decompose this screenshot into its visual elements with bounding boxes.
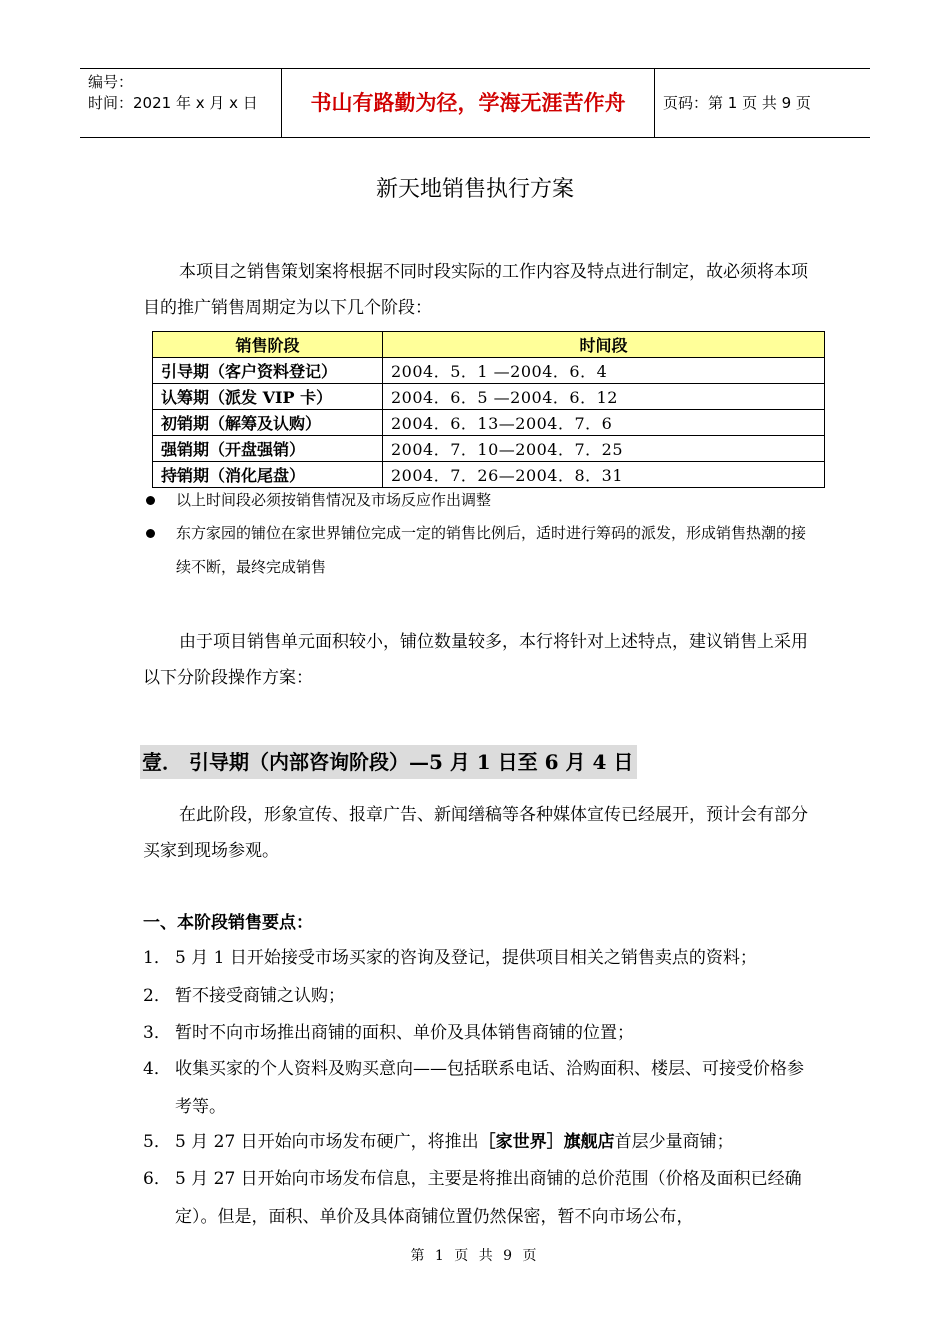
list-text: 暂时不向市场推出商铺的面积、单价及具体销售商铺的位置； bbox=[175, 1023, 634, 1043]
list-item bbox=[143, 977, 815, 1015]
subsection-heading: 一、本阶段销售要点： bbox=[143, 913, 313, 933]
header-meta bbox=[88, 72, 280, 114]
document-title: 新天地销售执行方案 bbox=[375, 177, 574, 202]
header-divider bbox=[654, 69, 655, 137]
approach-paragraph: 由于项目销售单元面积较小，铺位数量较多，本行将针对上述特点，建议销售上采用以下分阶段操作方案： bbox=[143, 632, 808, 688]
column-header-stage: 销售阶段 bbox=[153, 332, 383, 358]
list-number: 2． bbox=[143, 986, 171, 1006]
table-row bbox=[153, 410, 825, 436]
stage-cell: 强销期（开盘强销） bbox=[153, 436, 383, 462]
period-cell: 2004．7．10—2004．7．25 bbox=[383, 436, 825, 462]
list-text: 收集买家的个人资料及购买意向——包括联系电话、洽购面积、楼层、可接受价格参考等。 bbox=[175, 1059, 804, 1117]
list-text bbox=[175, 1123, 815, 1161]
list-text-pre: 5 月 27 日开始向市场发布硬广，将推出 bbox=[175, 1132, 479, 1152]
list-item bbox=[143, 1014, 815, 1052]
stage-cell: 认筹期（派发 VIP 卡） bbox=[153, 384, 383, 410]
list-number: 3． bbox=[143, 1023, 171, 1043]
bullet-dot-icon bbox=[146, 496, 155, 505]
table-row bbox=[153, 384, 825, 410]
list-text-post: 首层少量商铺； bbox=[614, 1132, 734, 1152]
period-cell: 2004．6．5 —2004．6．12 bbox=[383, 384, 825, 410]
list-item bbox=[143, 939, 815, 977]
header-motto: 书山有路勤为径，学海无涯苦作舟 bbox=[310, 91, 626, 115]
bullet-dot-icon bbox=[146, 529, 155, 538]
schedule-table bbox=[152, 331, 825, 488]
page-footer: 第 1 页 共 9 页 bbox=[410, 1248, 540, 1264]
period-cell: 2004．5．1 —2004．6．4 bbox=[383, 358, 825, 384]
stage-cell: 持销期（消化尾盘） bbox=[153, 462, 383, 488]
intro-paragraph: 本项目之销售策划案将根据不同时段实际的工作内容及特点进行制定，故必须将本项目的推广销售周期定为以下几个阶段： bbox=[143, 262, 808, 318]
header-page-number: 页码：第 1 页 共 9 页 bbox=[663, 94, 811, 112]
bullet-text: 以上时间段必须按销售情况及市场反应作出调整 bbox=[176, 491, 492, 509]
bullet-item bbox=[143, 483, 811, 517]
period-cell: 2004．7．26—2004．8．31 bbox=[383, 462, 825, 488]
period-cell: 2004．6．13—2004．7．6 bbox=[383, 410, 825, 436]
list-text: 5 月 27 日开始向市场发布信息，主要是将推出商铺的总价范围（价格及面积已经确定）。但是，面积、单价及具体商铺位置仍然保密，暂不向市场公布， bbox=[175, 1169, 802, 1227]
section-heading: 壹． 引导期（内部咨询阶段）—5 月 1 日至 6 月 4 日 bbox=[140, 745, 637, 779]
list-text: 5 月 1 日开始接受市场买家的咨询及登记，提供项目相关之销售卖点的资料； bbox=[175, 948, 757, 968]
list-number: 6． bbox=[143, 1169, 171, 1189]
bullet-text: 东方家园的铺位在家世界铺位完成一定的销售比例后，适时进行筹码的派发，形成销售热潮的接续不断，最终完成销售 bbox=[176, 524, 807, 576]
list-number: 4． bbox=[143, 1059, 171, 1079]
column-header-period: 时间段 bbox=[383, 332, 825, 358]
page-header bbox=[80, 68, 870, 138]
stage-cell: 初销期（解筹及认购） bbox=[153, 410, 383, 436]
bullet-item bbox=[143, 516, 811, 584]
table-row bbox=[153, 436, 825, 462]
list-number: 1． bbox=[143, 948, 171, 968]
list-item bbox=[143, 1050, 815, 1126]
time-label: 时间：2021 年 x 月 x 日 bbox=[88, 94, 258, 112]
section-intro: 在此阶段，形象宣传、报章广告、新闻缮稿等各种媒体宣传已经展开，预计会有部分买家到现场参观。 bbox=[143, 805, 808, 861]
list-number: 5． bbox=[143, 1132, 171, 1152]
table-row bbox=[153, 358, 825, 384]
list-item bbox=[143, 1160, 815, 1236]
list-item bbox=[143, 1123, 815, 1161]
table-header-row bbox=[153, 332, 825, 358]
list-text: 暂不接受商铺之认购； bbox=[175, 986, 345, 1006]
serial-label: 编号： bbox=[88, 73, 134, 91]
list-text-bold: ［家世界］旗舰店 bbox=[478, 1132, 615, 1152]
stage-cell: 引导期（客户资料登记） bbox=[153, 358, 383, 384]
